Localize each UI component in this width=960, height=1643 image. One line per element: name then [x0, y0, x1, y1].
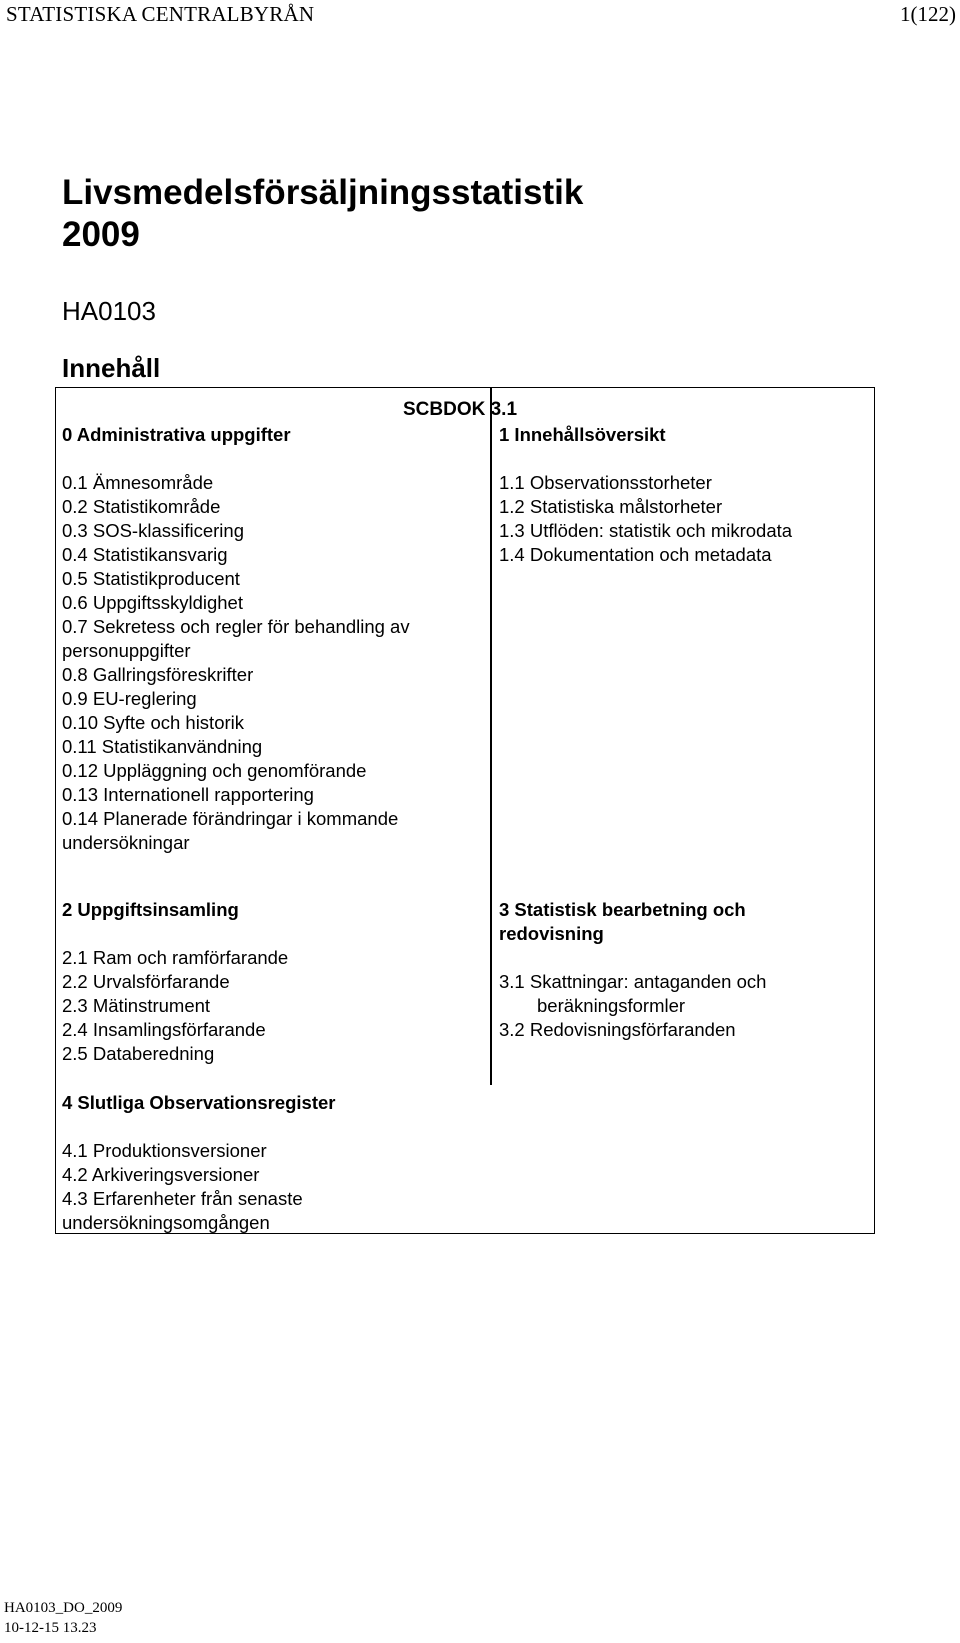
toc-item: 1.2 Statistiska målstorheter — [499, 496, 723, 517]
toc-item: 3.2 Redovisningsförfaranden — [499, 1019, 736, 1040]
toc-section-3 — [499, 898, 766, 1042]
footer-file-name: HA0103_DO_2009 — [4, 1600, 123, 1616]
toc-item: 0.5 Statistikproducent — [62, 568, 240, 589]
document-code: HA0103 — [62, 296, 156, 326]
toc-item-continuation: undersökningar — [62, 832, 190, 853]
toc-item: 3.1 Skattningar: antaganden och — [499, 971, 767, 992]
page-footer — [4, 1598, 122, 1638]
contents-heading: Innehåll — [62, 353, 161, 383]
toc-item: 0.7 Sekretess och regler för behandling av — [62, 616, 410, 637]
section-3-heading-line-1: 3 Statistisk bearbetning och — [499, 899, 746, 920]
toc-item: 0.11 Statistikanvändning — [62, 736, 263, 757]
toc-item: 0.8 Gallringsföreskrifter — [62, 664, 254, 685]
toc-item: 0.12 Uppläggning och genomförande — [62, 760, 367, 781]
toc-item: 0.10 Syfte och historik — [62, 712, 245, 733]
toc-item: 4.1 Produktionsversioner — [62, 1140, 267, 1161]
toc-item: 2.1 Ram och ramförfarande — [62, 947, 289, 968]
toc-item-continuation: undersökningsomgången — [62, 1212, 270, 1233]
column-divider — [490, 387, 492, 1085]
toc-item: 1.1 Observationsstorheter — [499, 472, 712, 493]
toc-item: 4.3 Erfarenheter från senaste — [62, 1188, 303, 1209]
toc-item: 2.2 Urvalsförfarande — [62, 971, 230, 992]
section-4-heading: 4 Slutliga Observationsregister — [62, 1092, 336, 1113]
section-1-heading: 1 Innehållsöversikt — [499, 424, 666, 445]
toc-item: 0.9 EU-reglering — [62, 688, 197, 709]
title-line-1: Livsmedelsförsäljningsstatistik — [62, 173, 584, 212]
toc-item: 0.4 Statistikansvarig — [62, 544, 228, 565]
toc-section-1 — [499, 423, 792, 567]
toc-item: 0.13 Internationell rapportering — [62, 784, 314, 805]
toc-item-continuation: personuppgifter — [62, 640, 191, 661]
toc-item: 1.3 Utflöden: statistik och mikrodata — [499, 520, 793, 541]
toc-item: 0.2 Statistikområde — [62, 496, 221, 517]
toc-item: 0.6 Uppgiftsskyldighet — [62, 592, 243, 613]
toc-section-4 — [62, 1091, 335, 1235]
scbdok-label: SCBDOK 3.1 — [403, 399, 518, 420]
toc-item: 2.3 Mätinstrument — [62, 995, 211, 1016]
header-organization: STATISTISKA CENTRALBYRÅN — [6, 2, 315, 26]
toc-section-0 — [62, 423, 410, 855]
document-title — [62, 172, 583, 256]
toc-item: 0.3 SOS-klassificering — [62, 520, 244, 541]
header-page-number: 1(122) — [900, 2, 956, 26]
toc-item: 4.2 Arkiveringsversioner — [62, 1164, 260, 1185]
section-2-heading: 2 Uppgiftsinsamling — [62, 899, 239, 920]
toc-item-continuation: beräkningsformler — [537, 995, 686, 1016]
footer-datetime: 10-12-15 13.23 — [4, 1620, 97, 1636]
section-0-heading: 0 Administrativa uppgifter — [62, 424, 291, 445]
toc-item: 2.4 Insamlingsförfarande — [62, 1019, 266, 1040]
toc-item: 2.5 Databeredning — [62, 1043, 215, 1064]
toc-item: 0.14 Planerade förändringar i kommande — [62, 808, 399, 829]
section-3-heading-line-2: redovisning — [499, 923, 604, 944]
toc-item: 0.1 Ämnesområde — [62, 472, 214, 493]
toc-item: 1.4 Dokumentation och metadata — [499, 544, 772, 565]
title-line-2: 2009 — [62, 215, 140, 254]
toc-section-2 — [62, 898, 288, 1066]
